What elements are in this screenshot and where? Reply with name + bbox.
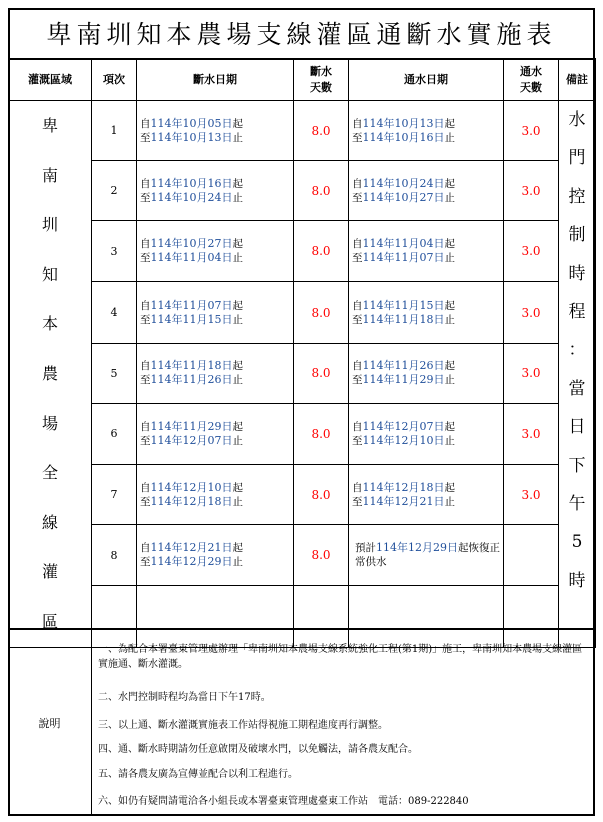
cutoff-from: 自114年11月29日起	[140, 419, 243, 433]
cutoff-dates-cell	[137, 282, 294, 343]
supply-from: 自114年12月07日起	[352, 419, 455, 433]
supply-dates-cell	[349, 403, 504, 464]
supply-to: 至114年12月10日止	[352, 433, 455, 447]
cutoff-to: 至114年12月29日止	[140, 555, 243, 569]
supply-from: 自114年11月04日起	[352, 237, 455, 251]
header-item: 項次	[92, 59, 137, 101]
remark-char: 日	[568, 417, 586, 438]
item-number: 3	[92, 221, 137, 282]
header-area: 灌溉區域	[9, 59, 92, 101]
remark-char: 下	[568, 455, 586, 476]
supply-from: 自114年10月24日起	[352, 176, 455, 190]
area-char: 知	[41, 264, 58, 284]
cutoff-days: 8.0	[294, 525, 349, 586]
table-row	[9, 343, 596, 403]
cutoff-days: 8.0	[294, 343, 349, 403]
supply-dates-cell	[349, 464, 504, 524]
recover-note: 預計114年12月29日起恢復正常供水	[355, 541, 500, 569]
remark-char: 時	[568, 570, 586, 591]
schedule-table	[8, 58, 596, 648]
supply-to: 至114年11月07日止	[352, 251, 455, 265]
header-supply-days-text: 通水天數	[520, 64, 542, 94]
header-cutoff-dates: 斷水日期	[137, 59, 294, 101]
supply-days: 3.0	[504, 101, 559, 161]
remark-char: 5	[571, 532, 583, 553]
supply-to: 至114年11月29日止	[352, 373, 455, 387]
area-char: 本	[41, 314, 58, 334]
page-title: 卑南圳知本農場支線灌區通斷水實施表	[8, 8, 595, 60]
header-remarks: 備註	[559, 59, 596, 101]
table-row	[9, 403, 596, 464]
note-line-6: 六、如仍有疑問請電洽各小組長或本署臺東管理處臺東工作站 電話：089-222840	[98, 796, 469, 807]
notes-section	[8, 628, 595, 816]
area-cell	[9, 101, 92, 648]
area-char: 卑	[41, 116, 58, 135]
cutoff-dates-cell	[137, 464, 294, 524]
supply-days: 3.0	[504, 221, 559, 282]
area-char: 農	[41, 363, 58, 383]
remark-char: 門	[568, 148, 586, 169]
area-char: 圳	[41, 215, 58, 235]
supply-dates-cell	[349, 282, 504, 343]
remark-char: 程	[568, 301, 586, 322]
cutoff-to: 至114年11月15日止	[140, 312, 243, 326]
item-number: 6	[92, 403, 137, 464]
cutoff-to: 至114年12月18日止	[140, 494, 243, 508]
supply-from: 自114年11月15日起	[352, 298, 455, 312]
cutoff-dates-cell	[137, 221, 294, 282]
cutoff-from: 自114年10月05日起	[140, 116, 243, 130]
cutoff-from: 自114年12月10日起	[140, 480, 243, 494]
cutoff-days: 8.0	[294, 101, 349, 161]
supply-to: 至114年12月21日止	[352, 494, 455, 508]
supply-days	[504, 525, 559, 586]
cutoff-from: 自114年11月18日起	[140, 359, 243, 373]
table-row	[9, 221, 596, 282]
cutoff-days: 8.0	[294, 161, 349, 221]
header-cutoff-days-text: 斷水天數	[310, 64, 332, 94]
remark-char: 制	[568, 225, 586, 246]
supply-dates-cell	[349, 343, 504, 403]
remarks-cell	[559, 101, 596, 648]
area-char: 灌	[41, 562, 58, 582]
cutoff-dates-cell	[137, 525, 294, 586]
cutoff-days: 8.0	[294, 221, 349, 282]
area-char: 南	[41, 165, 58, 185]
supply-from: 自114年12月18日起	[352, 480, 455, 494]
note-line-5: 五、請各農友廣為宣傳並配合以利工程進行。	[98, 769, 298, 780]
area-char: 線	[41, 512, 58, 532]
cutoff-to: 至114年10月13日止	[140, 130, 243, 144]
cutoff-days: 8.0	[294, 403, 349, 464]
cutoff-dates-cell	[137, 343, 294, 403]
remark-char: 控	[568, 186, 586, 207]
notes-label: 說明	[8, 630, 92, 816]
cutoff-to: 至114年11月04日止	[140, 251, 243, 265]
cutoff-days: 8.0	[294, 464, 349, 524]
header-supply-days	[504, 59, 559, 101]
cutoff-from: 自114年12月21日起	[140, 541, 243, 555]
header-cutoff-days	[294, 59, 349, 101]
table-row	[9, 464, 596, 524]
item-number: 2	[92, 161, 137, 221]
table-row	[9, 101, 596, 161]
note-line-2: 二、水門控制時程均為當日下午17時。	[98, 692, 271, 703]
table-row	[9, 525, 596, 586]
cutoff-to: 至114年10月24日止	[140, 190, 243, 204]
remark-char: 時	[568, 263, 586, 284]
cutoff-from: 自114年10月27日起	[140, 237, 243, 251]
supply-to: 至114年11月18日止	[352, 312, 455, 326]
header-supply-dates: 通水日期	[349, 59, 504, 101]
item-number: 5	[92, 343, 137, 403]
supply-dates-cell	[349, 221, 504, 282]
remark-char: ：	[568, 340, 586, 361]
cutoff-dates-cell	[137, 161, 294, 221]
cutoff-to: 至114年11月26日止	[140, 373, 243, 387]
remark-char: 午	[568, 493, 586, 514]
area-char: 全	[41, 463, 58, 483]
supply-dates-cell	[349, 161, 504, 221]
cutoff-days: 8.0	[294, 282, 349, 343]
note-line-4: 四、通、斷水時期請勿任意啟閉及破壞水門，以免觸法，請各農友配合。	[98, 744, 418, 755]
item-number: 4	[92, 282, 137, 343]
table-row	[9, 282, 596, 343]
cutoff-from: 自114年11月07日起	[140, 298, 243, 312]
header-row	[9, 59, 596, 101]
supply-dates-cell	[349, 101, 504, 161]
remark-char: 水	[568, 110, 586, 130]
note-line-3: 三、以上通、斷水灌溉實施表工作站得視施工期程進度再行調整。	[98, 720, 388, 731]
cutoff-to: 至114年12月07日止	[140, 433, 243, 447]
supply-days: 3.0	[504, 464, 559, 524]
item-number: 7	[92, 464, 137, 524]
table-row	[9, 161, 596, 221]
cutoff-dates-cell	[137, 101, 294, 161]
item-number: 1	[92, 101, 137, 161]
note-line-1: 一、為配合本署臺東管理處辦理「卑南圳知本農場支線系統強化工程(第1期)」施工，卑南圳知本農場支線灌區實施通、斷水灌溉。	[98, 644, 583, 670]
area-char: 區	[41, 611, 58, 631]
supply-dates-cell	[349, 525, 504, 586]
supply-to: 至114年10月16日止	[352, 130, 455, 144]
supply-days: 3.0	[504, 343, 559, 403]
item-number: 8	[92, 525, 137, 586]
supply-days: 3.0	[504, 161, 559, 221]
area-char: 場	[41, 413, 58, 433]
remark-char: 當	[568, 378, 586, 399]
supply-from: 自114年10月13日起	[352, 116, 455, 130]
supply-from: 自114年11月26日起	[352, 359, 455, 373]
cutoff-dates-cell	[137, 403, 294, 464]
supply-days: 3.0	[504, 403, 559, 464]
supply-to: 至114年10月27日止	[352, 190, 455, 204]
cutoff-from: 自114年10月16日起	[140, 176, 243, 190]
supply-days: 3.0	[504, 282, 559, 343]
